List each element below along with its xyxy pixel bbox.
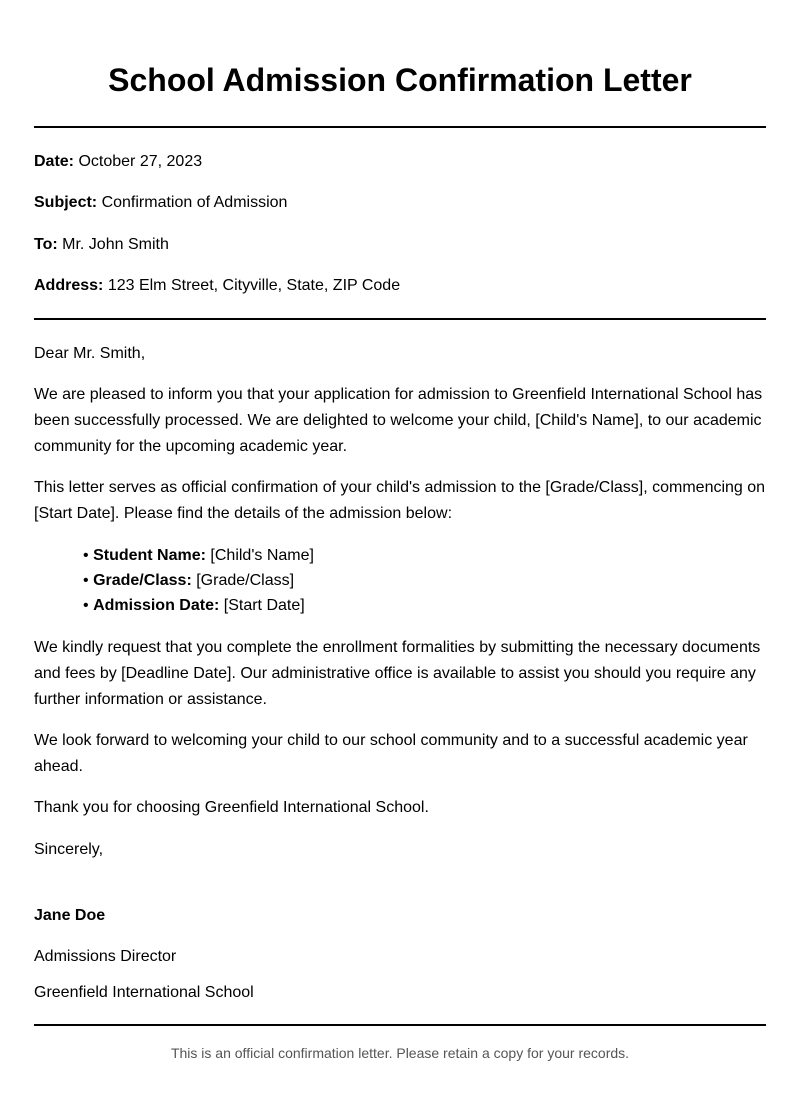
date-label: Date: bbox=[34, 153, 75, 170]
address-line bbox=[34, 273, 400, 299]
to-value: Mr. John Smith bbox=[62, 236, 169, 253]
address-label: Address: bbox=[34, 277, 104, 294]
salutation: Dear Mr. Smith, bbox=[34, 345, 146, 362]
list-item-grade-class bbox=[83, 568, 314, 593]
closing: Sincerely, bbox=[34, 841, 104, 858]
bullet-glyph: • bbox=[83, 572, 89, 589]
date-value: October 27, 2023 bbox=[78, 153, 203, 170]
detail-value: [Start Date] bbox=[223, 597, 305, 614]
detail-label: Grade/Class: bbox=[93, 572, 192, 589]
signature-organization: Greenfield International School bbox=[34, 984, 254, 1001]
paragraph-enrollment: We kindly request that you complete the enrollment formalities by submitting the necessary documents and fees by [Deadline Date]. Our administrative office is available to assist you should you require any further information or assistance. bbox=[34, 639, 761, 708]
header-divider bbox=[34, 318, 766, 320]
paragraph-thank-you: Thank you for choosing Greenfield International School. bbox=[34, 799, 429, 816]
date-line bbox=[34, 149, 202, 175]
detail-value: [Child's Name] bbox=[210, 547, 314, 564]
subject-line bbox=[34, 190, 287, 216]
bullet-glyph: • bbox=[83, 597, 89, 614]
subject-value: Confirmation of Admission bbox=[101, 194, 288, 211]
letter-title: School Admission Confirmation Letter bbox=[108, 62, 692, 98]
bullet-glyph: • bbox=[83, 547, 89, 564]
subject-label: Subject: bbox=[34, 194, 98, 211]
paragraph-welcome: We are pleased to inform you that your application for admission to Greenfield International School has been successfully processed. We are delighted to welcome your child, [Child's Name], to our academic community for the upcoming academic year. bbox=[34, 386, 763, 455]
detail-value: [Grade/Class] bbox=[196, 572, 295, 589]
signature-name: Jane Doe bbox=[34, 907, 106, 924]
signature-position: Admissions Director bbox=[34, 948, 177, 965]
admission-details-list bbox=[83, 543, 314, 618]
detail-label: Admission Date: bbox=[93, 597, 220, 614]
to-line bbox=[34, 232, 169, 258]
list-item-student-name bbox=[83, 543, 314, 568]
detail-label: Student Name: bbox=[93, 547, 206, 564]
footer-divider bbox=[34, 1024, 766, 1026]
paragraph-welcome-ahead: We look forward to welcoming your child to our school community and to a successful academic year ahead. bbox=[34, 732, 748, 775]
address-value: 123 Elm Street, Cityville, State, ZIP Code bbox=[107, 277, 401, 294]
paragraph-confirmation: This letter serves as official confirmation of your child's admission to the [Grade/Class], commencing on [Start Date]. Please find the details of the admission below: bbox=[34, 479, 766, 522]
to-label: To: bbox=[34, 236, 58, 253]
top-divider bbox=[34, 126, 766, 128]
footer-note: This is an official confirmation letter. Please retain a copy for your records. bbox=[170, 1045, 630, 1061]
list-item-admission-date bbox=[83, 593, 314, 618]
